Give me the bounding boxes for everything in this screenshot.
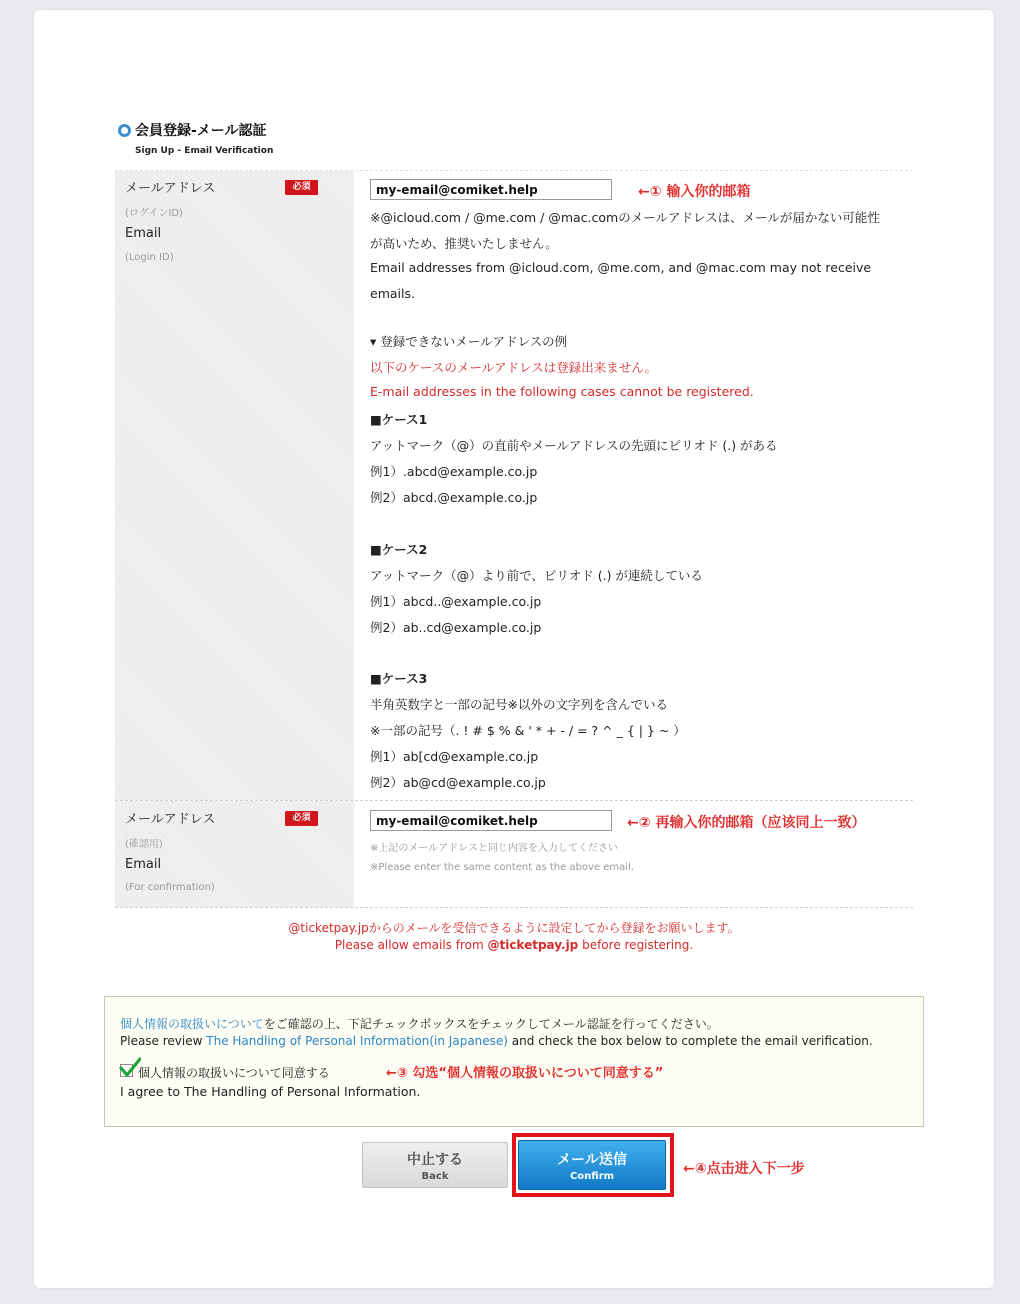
case2-example-2: 例2）ab..cd@example.co.jp (370, 620, 542, 635)
case2-title: ■ケース2 (370, 542, 428, 557)
confirm-button[interactable] (518, 1140, 666, 1190)
page-subtitle: Sign Up - Email Verification (135, 146, 274, 156)
email-note-line-3: Email addresses from @icloud.com, @me.com, and @mac.com may not receive (370, 260, 872, 275)
notice-en (115, 938, 913, 952)
annotation-step-1: ←① 输入你的邮箱 (638, 184, 751, 200)
annotation-step-3: ←③ 勾选“個人情報の取扱いについて同意する” (386, 1066, 664, 1081)
confirm-email-input[interactable] (370, 810, 612, 831)
signup-form (115, 170, 913, 908)
email-note-line-1: ※@icloud.com / @me.com / @mac.comのメールアドレスは、メールが届かない可能性 (370, 210, 880, 225)
case1-title: ■ケース1 (370, 412, 428, 427)
confirm-label: メールアドレス (125, 812, 216, 827)
case3-example-2: 例2）ab@cd@example.co.jp (370, 775, 546, 790)
email-label-en: Email (125, 226, 162, 241)
confirm-button-sublabel: Confirm (569, 1170, 615, 1182)
agree-checkbox-label[interactable]: 個人情報の取扱いについて同意する (138, 1066, 330, 1080)
confirm-note-jp: ※上記のメールアドレスと同じ内容を入力してください (370, 843, 618, 854)
email-label: メールアドレス (125, 181, 216, 196)
consent-en-line (120, 1034, 873, 1048)
email-row (115, 170, 913, 801)
case1-example-2: 例2）abcd.@example.co.jp (370, 490, 538, 505)
confirm-label-sub: (確認用) (125, 839, 163, 850)
warning-en: E-mail addresses in the following cases cannot be registered. (370, 384, 754, 399)
confirm-value-cell (354, 801, 913, 907)
page-title: 会員登録-メール認証 (135, 123, 267, 139)
confirm-button-label: メール送信 (557, 1151, 627, 1168)
notice-en-suffix: before registering. (578, 938, 694, 952)
confirm-label-cell (115, 801, 354, 907)
agree-checkbox-label-en: I agree to The Handling of Personal Information. (120, 1084, 421, 1099)
consent-box (104, 996, 924, 1127)
email-label-cell (115, 171, 354, 800)
email-label-sub: (ログインID) (125, 208, 183, 219)
annotation-step-2: ←② 再输入你的邮箱（应该同上一致） (627, 815, 866, 831)
notice-jp: @ticketpay.jpからのメールを受信できるように設定してから登録をお願いします。 (288, 921, 740, 935)
case1-example-1: 例1）.abcd@example.co.jp (370, 464, 538, 479)
case2-desc: アットマーク（@）より前で、ピリオド (.) が連続している (370, 568, 703, 583)
warning-jp: 以下のケースのメールアドレスは登録出来ません。 (370, 360, 658, 375)
consent-jp-line (120, 1015, 719, 1032)
required-badge: 必須 (285, 811, 318, 826)
privacy-policy-link-jp[interactable]: 個人情報の取扱いについて (120, 1017, 264, 1031)
case3-symbols: ※一部の記号（. ! # $ % & ' * + - / = ? ^ _ { | } ~ ） (370, 723, 686, 738)
email-input[interactable] (370, 179, 612, 200)
notice-en-prefix: Please allow emails from (334, 938, 488, 952)
email-value-cell (354, 171, 913, 800)
back-button[interactable] (362, 1142, 508, 1188)
page-title-row (118, 120, 267, 140)
email-note-line-2: が高いため、推奨いたしません。 (370, 236, 558, 251)
consent-jp-text: をご確認の上、下記チェックボックスをチェックしてメール認証を行ってください。 (263, 1017, 719, 1031)
case2-example-1: 例1）abcd..@example.co.jp (370, 594, 542, 609)
case3-title: ■ケース3 (370, 671, 428, 686)
email-label-en-sub: (Login ID) (125, 252, 174, 263)
invalid-examples-toggle[interactable]: ▾ 登録できないメールアドレスの例 (370, 334, 568, 349)
privacy-policy-link-en[interactable]: The Handling of Personal Information(in Japanese) (206, 1034, 508, 1048)
email-note-line-4: emails. (370, 286, 415, 301)
circle-bullet-icon (118, 124, 131, 137)
confirm-label-en-sub: (For confirmation) (125, 882, 215, 893)
case1-desc: アットマーク（@）の直前やメールアドレスの先頭にピリオド (.) がある (370, 438, 778, 453)
notice-en-domain: @ticketpay.jp (487, 938, 579, 952)
consent-en-prefix: Please review (120, 1034, 207, 1048)
case3-desc: 半角英数字と一部の記号※以外の文字列を含んでいる (370, 697, 668, 712)
back-button-sublabel: Back (421, 1170, 449, 1182)
consent-en-suffix: and check the box below to complete the email verification. (507, 1034, 873, 1048)
annotation-step-4: ←④点击进入下一步 (683, 1161, 805, 1177)
back-button-label: 中止する (407, 1151, 463, 1168)
confirm-email-row (115, 801, 913, 908)
required-badge: 必須 (285, 180, 318, 195)
case3-example-1: 例1）ab[cd@example.co.jp (370, 749, 539, 764)
confirm-label-en: Email (125, 857, 162, 872)
confirm-note-en: ※Please enter the same content as the above email. (370, 862, 635, 873)
